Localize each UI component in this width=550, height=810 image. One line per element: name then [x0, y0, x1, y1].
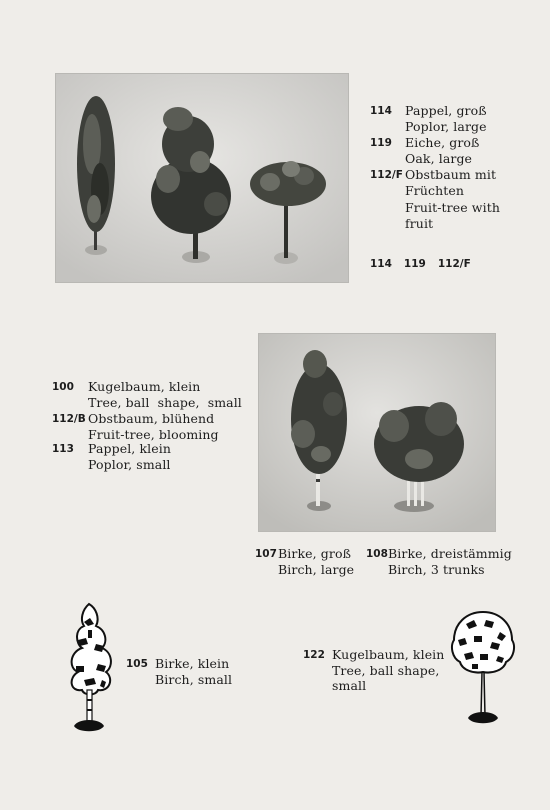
item-number: 119 — [370, 137, 392, 149]
item-label-en: Fruit-tree, blooming — [88, 426, 219, 442]
item-label-de: Früchten — [405, 182, 465, 198]
entry-108 — [366, 546, 536, 578]
caption-number: 112/F — [437, 258, 471, 270]
item-label-en: Tree, ball shape, — [332, 662, 440, 678]
entry-100 — [52, 379, 252, 411]
item-label-en: Oak, large — [405, 150, 473, 166]
photo-birches-107-108 — [258, 333, 496, 532]
drawing-birch-small — [62, 600, 117, 736]
item-number: 112/F — [370, 169, 403, 181]
item-label-en: Birch, small — [155, 671, 233, 687]
drawing-ball-tree-small — [448, 608, 518, 732]
entry-119 — [370, 135, 540, 167]
item-label-de: Obstbaum, blühend — [88, 411, 215, 426]
item-number: 100 — [52, 381, 74, 393]
item-label-en: small — [332, 678, 367, 693]
item-label-en: Fruit-tree with — [405, 200, 500, 215]
item-label-en: fruit — [405, 215, 434, 231]
caption-number: 114 — [370, 258, 392, 270]
item-number: 122 — [303, 649, 325, 661]
item-label-de: Birke, klein — [155, 656, 230, 671]
item-number: 112/B — [52, 413, 86, 425]
item-label-en: Poplor, large — [405, 118, 487, 134]
item-number: 108 — [366, 548, 388, 560]
item-label-de: Obstbaum mit — [405, 167, 497, 182]
item-number: 114 — [370, 105, 392, 117]
birches-photo-illustration — [259, 334, 495, 531]
entry-122 — [303, 647, 453, 695]
item-number: 105 — [126, 658, 148, 670]
item-label-en: Poplor, small — [88, 456, 171, 472]
item-label-de: Kugelbaum, klein — [332, 647, 445, 662]
item-label-de: Birke, dreistämmig — [388, 546, 512, 561]
item-label-de: Birke, groß — [278, 546, 352, 561]
entry-114 — [370, 103, 540, 135]
photo-caption-numbers — [370, 258, 483, 270]
item-label-en: Birch, 3 trunks — [388, 561, 485, 577]
trees-photo-illustration — [56, 74, 348, 282]
entry-105 — [126, 656, 266, 688]
item-label-de: Eiche, groß — [405, 135, 480, 150]
entry-112b — [52, 411, 252, 443]
entry-107 — [255, 546, 360, 578]
item-number: 107 — [255, 548, 277, 560]
item-label-en: Tree, ball shape, small — [88, 394, 242, 410]
entry-113 — [52, 441, 252, 473]
item-label-de: Kugelbaum, klein — [88, 379, 201, 394]
item-label-en: Birch, large — [278, 561, 355, 577]
item-label-de: Pappel, groß — [405, 103, 487, 118]
caption-number: 119 — [403, 258, 426, 270]
photo-trees-114-119-112f — [55, 73, 349, 283]
item-label-de: Pappel, klein — [88, 441, 171, 456]
item-number: 113 — [52, 443, 74, 455]
birch-drawing-icon — [62, 600, 117, 736]
entry-112f — [370, 167, 540, 231]
ball-tree-drawing-icon — [448, 608, 518, 732]
